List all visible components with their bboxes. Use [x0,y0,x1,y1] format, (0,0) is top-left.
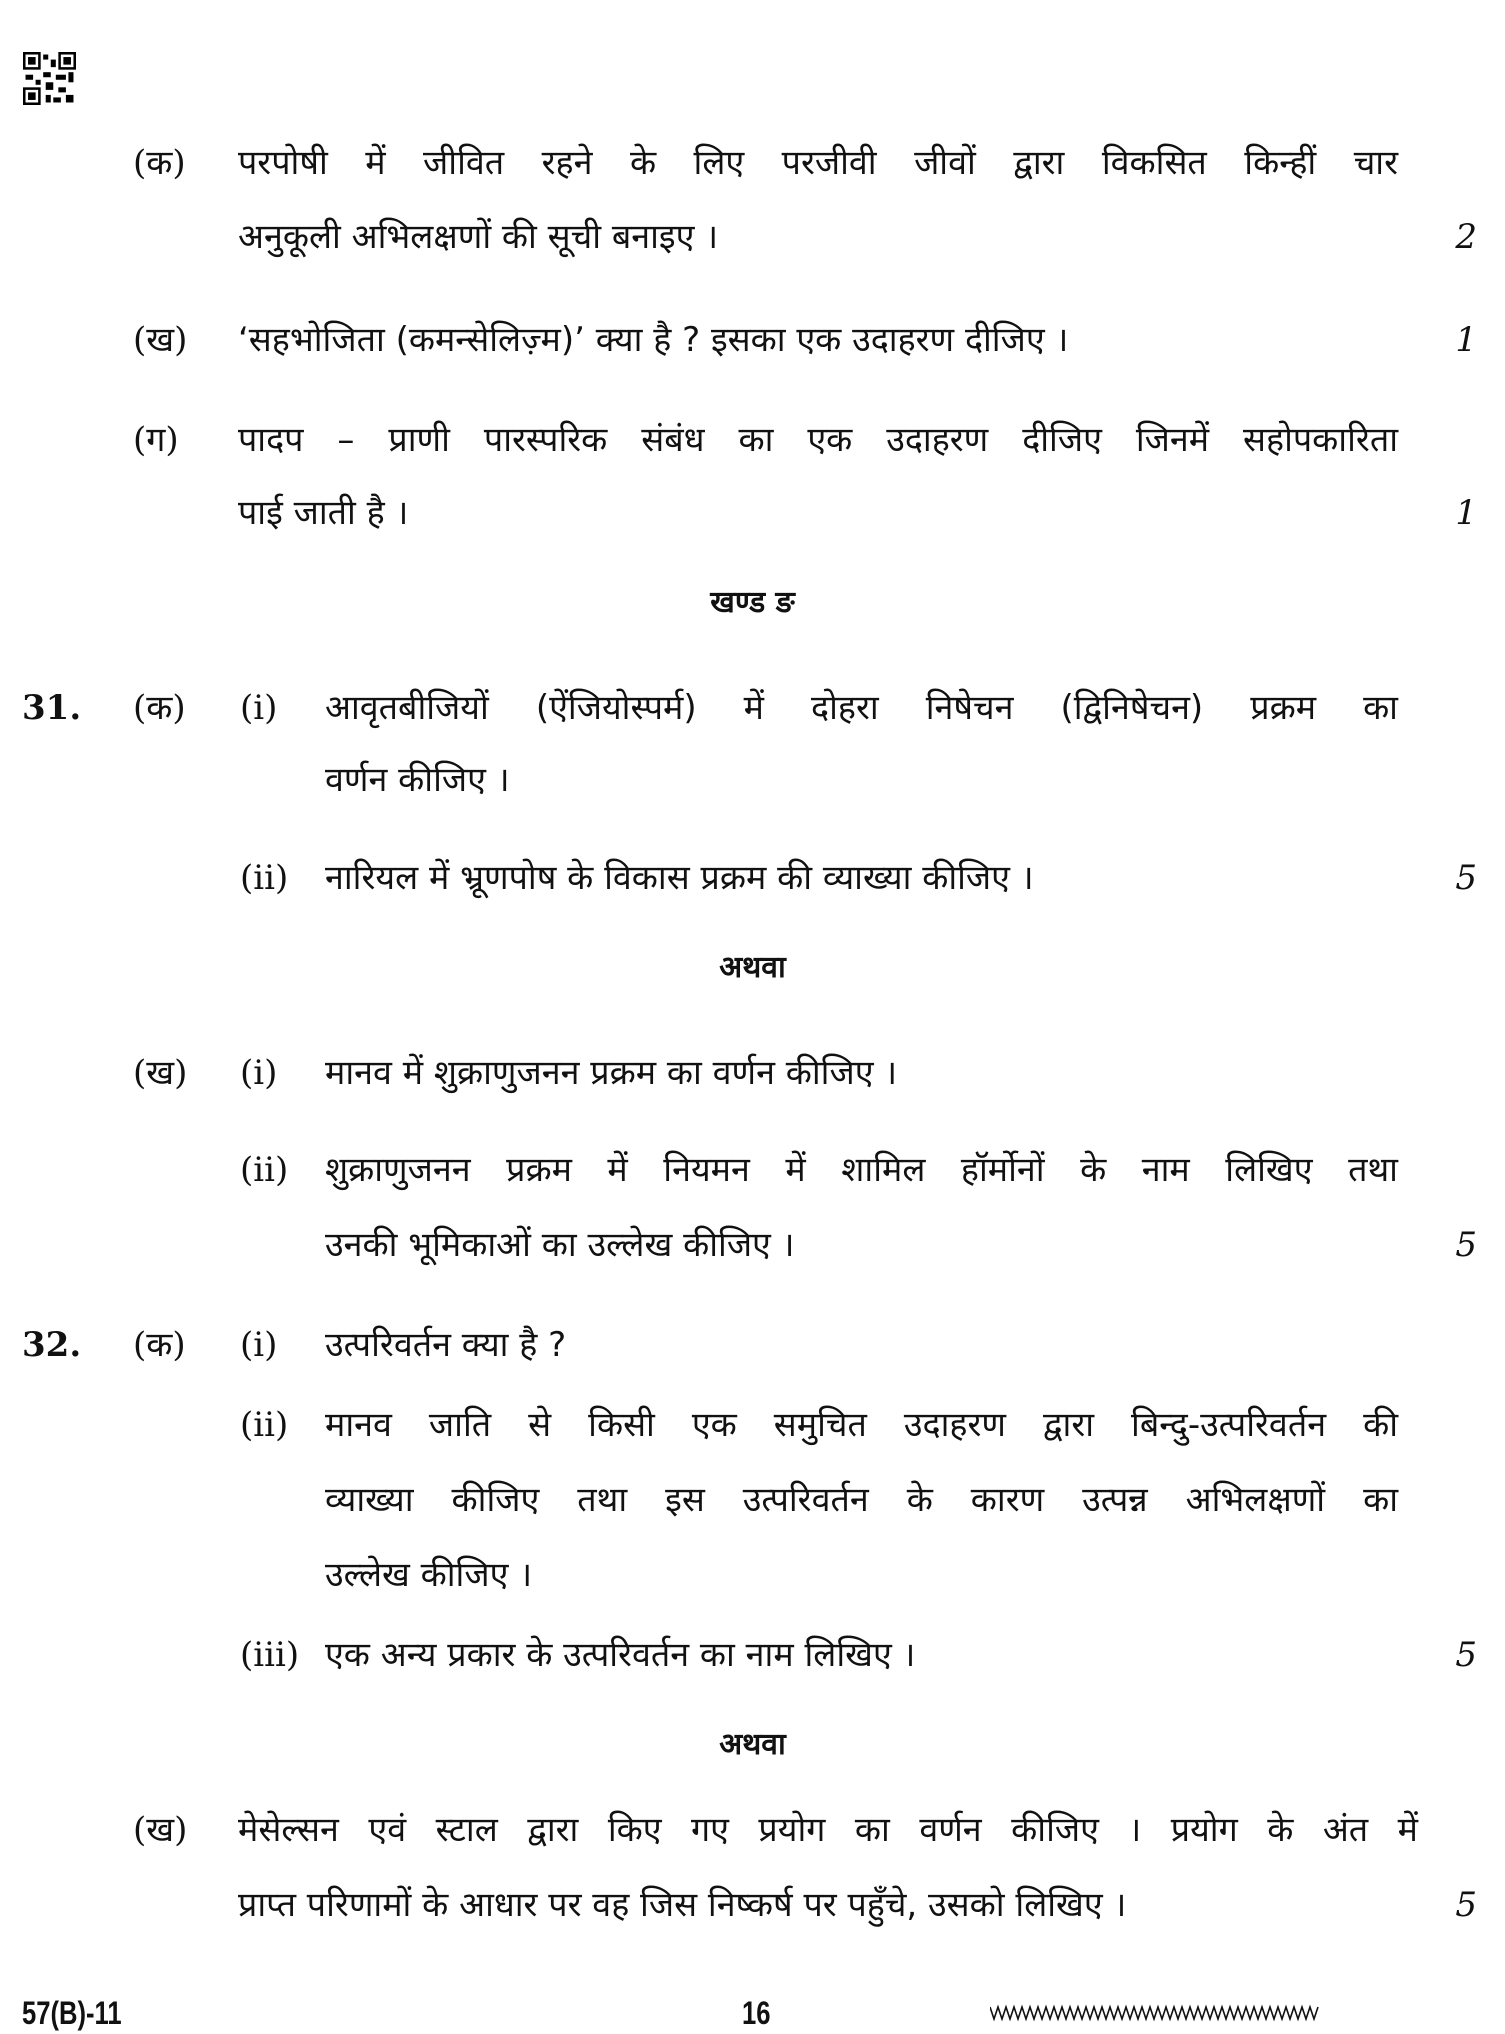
marks: 1 [1455,493,1477,533]
subpart-label: (iii) [240,1635,300,1675]
subpart-label: (ii) [240,858,289,898]
zigzag-decoration-icon [990,2005,1320,2021]
qr-code-icon [23,52,76,105]
question-text: उत्परिवर्तन क्या है ? [325,1325,567,1365]
marks: 5 [1455,858,1477,898]
question-text: वर्णन कीजिए । [325,760,510,800]
question-text: उनकी भूमिकाओं का उल्लेख कीजिए । [325,1225,795,1265]
part-label: (ख) [133,320,188,360]
part-label: (क) [133,1325,186,1365]
part-label: (क) [133,143,186,183]
marks: 5 [1455,1635,1477,1675]
part-label: (क) [133,688,186,728]
question-text: ‘सहभोजिता (कमन्सेलिज़्म)’ क्या है ? इसका एक उदाहरण दीजिए । [238,320,1069,360]
question-text: मानव में शुक्राणुजनन प्रक्रम का वर्णन कीजिए । [325,1053,898,1093]
question-text: मेसेल्सन एवं स्टाल द्वारा किए गए प्रयोग का वर्णन कीजिए । प्रयोग के अंत में [238,1810,1418,1850]
question-text: नारियल में भ्रूणपोष के विकास प्रक्रम की व्याख्या कीजिए । [325,858,1034,898]
question-text: पाई जाती है । [238,493,409,533]
marks: 5 [1455,1225,1477,1265]
or-separator: अथवा [719,950,786,985]
question-text: प्राप्त परिणामों के आधार पर वह जिस निष्कर्ष पर पहुँचे, उसको लिखिए । [238,1885,1127,1925]
subpart-label: (i) [240,1325,278,1365]
marks: 5 [1455,1885,1477,1925]
question-text: उल्लेख कीजिए । [325,1555,533,1595]
question-text: आवृतबीजियों (ऐंजियोस्पर्म) में दोहरा निषेचन (द्विनिषेचन) प्रक्रम का [325,688,1398,728]
part-label: (ख) [133,1053,188,1093]
subpart-label: (i) [240,1053,278,1093]
part-label: (ग) [133,420,179,460]
section-heading: खण्ड ङ [710,585,795,620]
question-text: एक अन्य प्रकार के उत्परिवर्तन का नाम लिखिए । [325,1635,916,1675]
subpart-label: (ii) [240,1150,289,1190]
page-number: 16 [742,1995,771,2031]
question-text: अनुकूली अभिलक्षणों की सूची बनाइए । [238,217,719,257]
question-text: मानव जाति से किसी एक समुचित उदाहरण द्वारा बिन्दु-उत्परिवर्तन की [325,1405,1398,1445]
or-separator: अथवा [719,1727,786,1762]
question-number: 31. [22,688,82,728]
question-text: शुक्राणुजनन प्रक्रम में नियमन में शामिल हॉर्मोनों के नाम लिखिए तथा [325,1150,1398,1190]
part-label: (ख) [133,1810,188,1850]
marks: 2 [1455,217,1477,257]
question-text: परपोषी में जीवित रहने के लिए परजीवी जीवों द्वारा विकसित किन्हीं चार [238,143,1398,183]
subpart-label: (i) [240,688,278,728]
subpart-label: (ii) [240,1405,289,1445]
question-number: 32. [22,1325,82,1365]
question-text: व्याख्या कीजिए तथा इस उत्परिवर्तन के कारण उत्पन्न अभिलक्षणों का [325,1480,1398,1520]
marks: 1 [1455,320,1477,360]
paper-code: 57(B)-11 [22,1995,122,2031]
question-text: पादप – प्राणी पारस्परिक संबंध का एक उदाहरण दीजिए जिनमें सहोपकारिता [238,420,1398,460]
